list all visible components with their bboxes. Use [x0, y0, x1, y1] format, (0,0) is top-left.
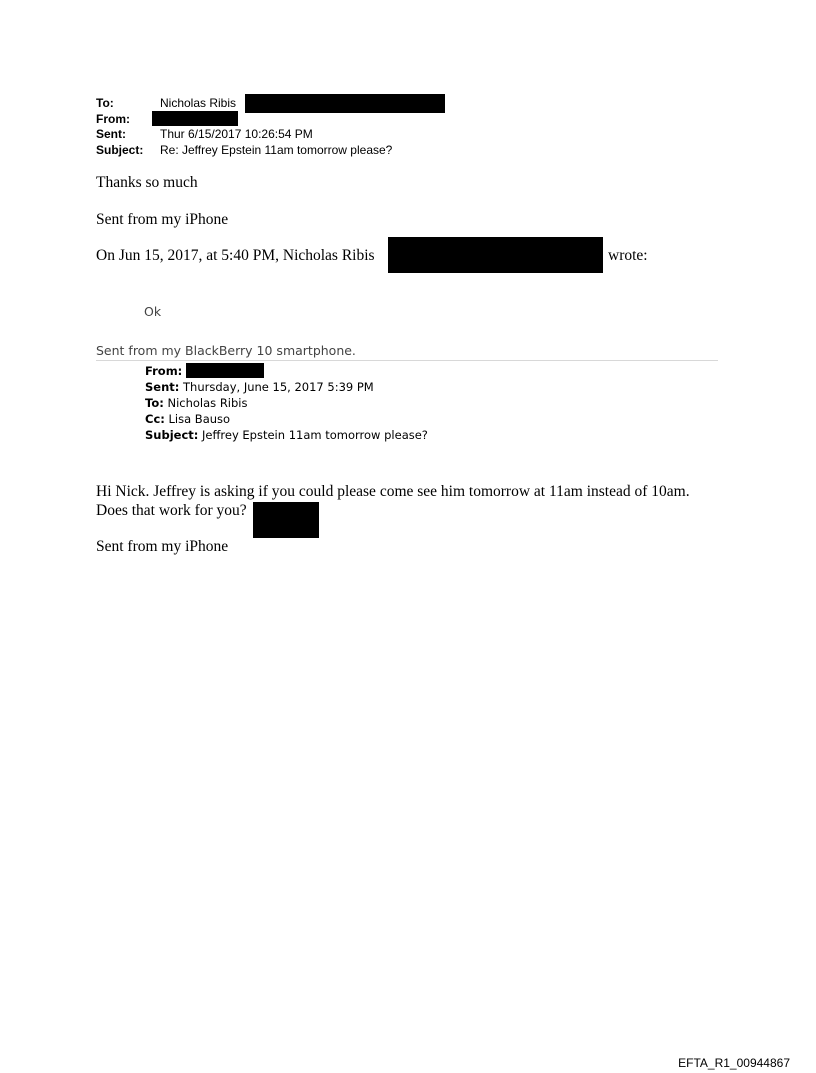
original-message-signature: Sent from my iPhone	[96, 538, 229, 555]
orig-cc-row	[145, 411, 230, 427]
sent-value: Thur 6/15/2017 10:26:54 PM	[160, 127, 313, 141]
orig-sent-row	[145, 379, 374, 395]
orig-cc-label: Cc:	[145, 412, 165, 426]
quote-intro-end: wrote:	[608, 247, 648, 264]
quoted-reply-body: Ok	[144, 304, 162, 319]
original-message-line2: Does that work for you?	[96, 502, 247, 519]
orig-subject-label: Subject:	[145, 428, 199, 442]
sent-label: Sent:	[96, 127, 126, 141]
redaction-box	[186, 363, 264, 378]
quote-divider	[96, 360, 718, 361]
orig-to-row	[145, 395, 248, 411]
orig-subject-row	[145, 427, 428, 443]
orig-sent-label: Sent:	[145, 380, 180, 394]
to-value: Nicholas Ribis	[160, 96, 237, 110]
redaction-box	[245, 94, 445, 113]
to-label: To:	[96, 96, 114, 110]
orig-to-value: Nicholas Ribis	[167, 396, 248, 410]
quote-intro: On Jun 15, 2017, at 5:40 PM, Nicholas Ribis	[96, 247, 375, 264]
quoted-reply-signature: Sent from my BlackBerry 10 smartphone.	[96, 343, 356, 358]
redaction-box	[152, 111, 238, 126]
reply-signature: Sent from my iPhone	[96, 211, 229, 228]
orig-sent-value: Thursday, June 15, 2017 5:39 PM	[183, 380, 374, 394]
redaction-box	[253, 502, 319, 538]
orig-to-label: To:	[145, 396, 164, 410]
from-label: From:	[96, 112, 130, 126]
orig-cc-value: Lisa Bauso	[168, 412, 231, 426]
original-message-line1: Hi Nick. Jeffrey is asking if you could please come see him tomorrow at 11am instead of 10am.	[96, 483, 690, 500]
subject-label: Subject:	[96, 143, 144, 157]
subject-value: Re: Jeffrey Epstein 11am tomorrow please?	[160, 143, 393, 157]
orig-from-label: From:	[145, 364, 183, 378]
reply-body: Thanks so much	[96, 174, 198, 191]
orig-from-row	[145, 363, 182, 379]
redaction-box	[388, 237, 603, 273]
orig-subject-value: Jeffrey Epstein 11am tomorrow please?	[202, 428, 428, 442]
document-id: EFTA_R1_00944867	[678, 1056, 790, 1070]
